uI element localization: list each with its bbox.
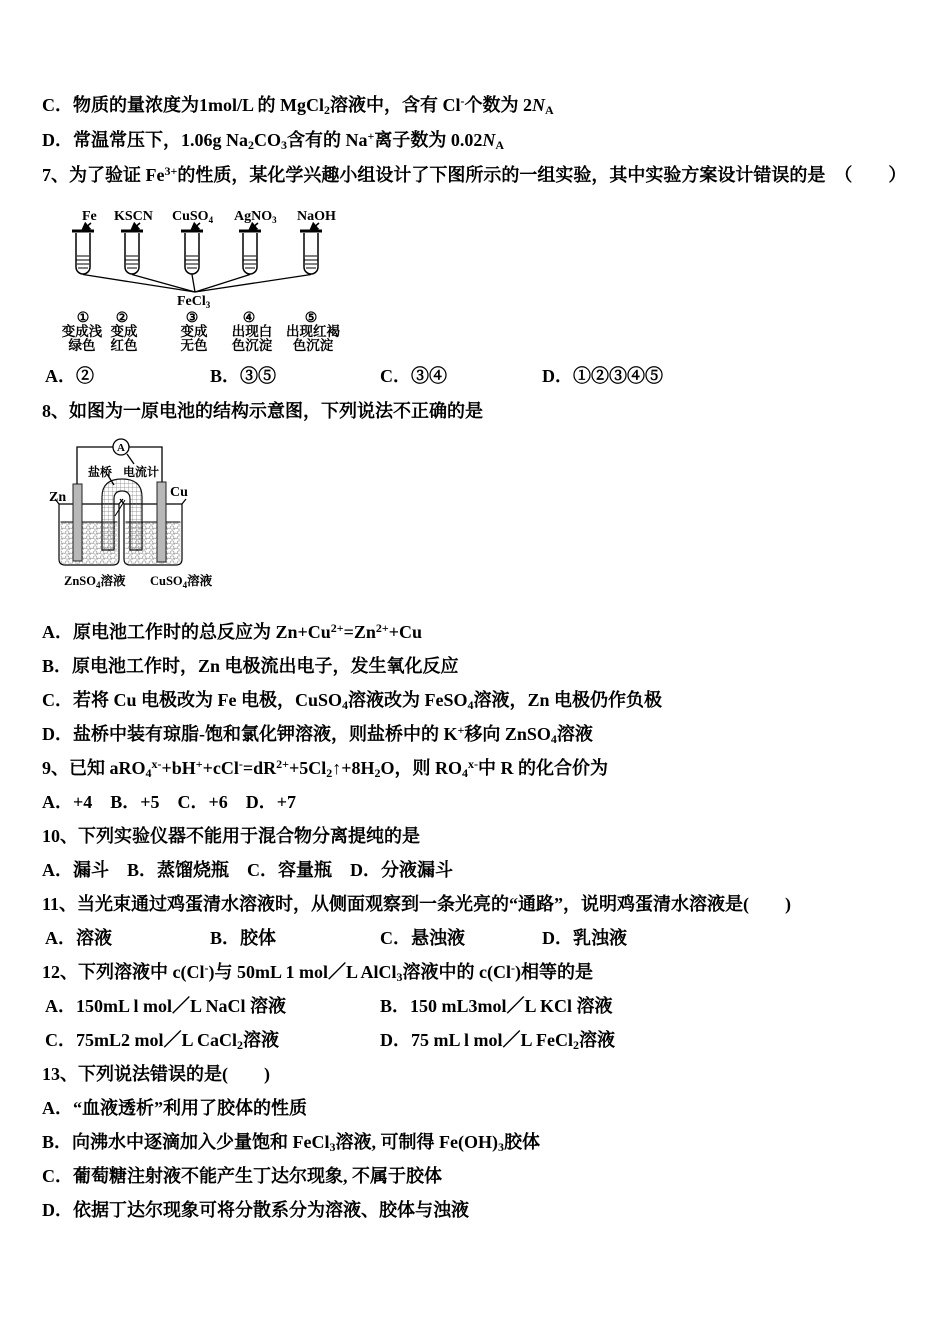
result-descriptions	[62, 323, 341, 353]
text-block-top	[42, 88, 922, 193]
q10-stem: 10、下列实验仪器不能用于混合物分离提纯的是	[42, 826, 420, 846]
tube-diagram-svg	[50, 201, 350, 353]
q7-option-c: C．③④	[380, 366, 447, 386]
q7-option-a: A．②	[45, 366, 94, 386]
q13-option-a: A．“血液透析”利用了胶体的性质	[42, 1098, 307, 1118]
reagent-arrow-icons	[82, 223, 319, 231]
q12-options-row-ab	[42, 989, 922, 1023]
reagent-label-cuso4: CuSO$_4$	[172, 209, 214, 225]
result-num-4: ④	[242, 311, 256, 326]
result-text-1b: 绿色	[68, 338, 96, 353]
znso4-solution-label: ZnSO$_4$溶液	[64, 574, 126, 590]
cuso4-solution-label: CuSO$_4$溶液	[150, 574, 213, 590]
test-tube-3	[181, 231, 203, 292]
test-tubes	[72, 231, 322, 292]
q12-option-b: B．150 mL3mol／L KCl 溶液	[380, 996, 613, 1016]
ammeter-symbol: A	[117, 442, 125, 454]
test-tube-4	[195, 231, 261, 292]
reagent-label-agno3: AgNO$_3$	[234, 209, 277, 225]
q11-stem: 11、当光束通过鸡蛋清水溶液时，从侧面观察到一条光亮的“通路”，说明鸡蛋清水溶液是( )	[42, 894, 791, 914]
test-tube-5	[195, 231, 322, 292]
cu-label: Cu	[170, 485, 188, 500]
reagent-label-fe: Fe	[82, 209, 97, 224]
result-text-5a: 出现红褐	[286, 324, 340, 339]
ammeter-label: 电流计	[123, 465, 160, 479]
result-text-1a: 变成浅	[61, 324, 103, 339]
result-num-5: ⑤	[304, 311, 318, 326]
q7-stem: 7、为了验证 $Fe^{3+}$的性质，某化学兴趣小组设计了下图所示的一组实验，其中实验方案设计错误的是 （ ）	[42, 164, 907, 185]
q13-stem: 13、下列说法错误的是( )	[42, 1064, 270, 1084]
salt-bridge-label: 盐桥	[88, 465, 113, 479]
text-block-middle	[42, 359, 922, 429]
result-text-2a: 变成	[110, 324, 138, 339]
result-text-2b: 红色	[110, 338, 138, 353]
result-text-4a: 出现白	[231, 324, 273, 339]
result-num-2: ②	[115, 311, 129, 326]
q13-option-b: B．向沸水中逐滴加入少量饱和 FeCl$_3$溶液, 可制得 $Fe(OH)_3$胶体	[42, 1132, 540, 1154]
q11-option-d: D．乳浊液	[542, 928, 627, 948]
q12-option-a: A．150mL l mol／L NaCl 溶液	[45, 996, 287, 1016]
result-text-4b: 色沉淀	[231, 338, 273, 353]
result-num-1: ①	[76, 311, 90, 326]
cu-electrode	[157, 482, 166, 562]
result-num-3: ③	[185, 311, 199, 326]
q13-option-c: C．葡萄糖注射液不能产生丁达尔现象, 不属于胶体	[42, 1166, 442, 1186]
q12-option-c: C．75mL2 mol／L CaCl$_2$溶液	[45, 1030, 280, 1052]
q12-options-row-cd	[42, 1023, 922, 1057]
q11-option-a: A．溶液	[45, 928, 112, 948]
q8-stem: 8、如图为一原电池的结构示意图，下列说法不正确的是	[42, 401, 483, 421]
q12-option-d: D．75 mL l mol／L FeCl$_2$溶液	[380, 1030, 615, 1052]
result-text-3b: 无色	[180, 338, 208, 353]
q6-option-c: C．物质的量浓度为1mol/L 的 MgCl$_2$溶液中，含有 Cl-个数为 $2N_A$	[42, 94, 554, 117]
cell-diagram-svg	[44, 435, 284, 595]
salt-bridge	[102, 479, 142, 550]
reagent-label-kscn: KSCN	[114, 209, 153, 224]
zn-label: Zn	[49, 490, 67, 505]
text-block-bottom	[42, 615, 922, 1227]
q7-option-b: B．③⑤	[210, 366, 277, 386]
q8-option-c: C．若将 Cu 电极改为 Fe 电极，CuSO$_4$溶液改为 FeSO$_4$溶液，Zn 电极仍作负极	[42, 690, 663, 712]
reagent-label-naoh: NaOH	[297, 209, 336, 224]
q13-option-d: D．依据丁达尔现象可将分散系分为溶液、胶体与浊液	[42, 1200, 469, 1220]
q12-stem: 12、下列溶液中 c(Cl-)与 50mL 1 mol／L AlCl$_3$溶液中的 c(Cl-)相等的是	[42, 961, 593, 984]
ferric-ion-experiment-diagram	[50, 201, 350, 353]
q7-option-d: D．①②③④⑤	[542, 366, 663, 386]
q8-option-a: A．原电池工作时的总反应为 $Zn+Cu^{2+}=Zn^{2+}+Cu$	[42, 621, 423, 642]
zn-electrode	[73, 484, 82, 561]
q10-options-row: A．漏斗 B．蒸馏烧瓶 C．容量瓶 D．分液漏斗	[42, 860, 454, 880]
q9-stem: 9、已知 $aRO_4^{x-}+bH^++cCl^-=dR^{2+}+5Cl_2↑+8H_2O$，则 $RO_4^{x-}$中 R 的化合价为	[42, 757, 609, 780]
q11-option-b: B．胶体	[210, 928, 277, 948]
q8-option-d: D．盐桥中装有琼脂-饱和氯化钾溶液，则盐桥中的 K+移向 ZnSO$_4$溶液	[42, 723, 593, 746]
q9-options-row: A．+4 B．+5 C．+6 D．+7	[42, 792, 297, 812]
q7-options-row	[42, 359, 922, 394]
test-tube-1	[72, 231, 195, 292]
galvanic-cell-diagram	[44, 435, 284, 595]
test-tube-2	[121, 231, 195, 292]
result-text-5b: 色沉淀	[292, 338, 334, 353]
q11-option-c: C．悬浊液	[380, 928, 465, 948]
q8-option-b: B．原电池工作时，Zn 电极流出电子，发生氧化反应	[42, 656, 459, 676]
source-label-fecl3: FeCl$_3$	[177, 294, 211, 310]
q6-option-d: D．常温常压下，1.06g $Na_2CO_3$含有的 Na+离子数为 $0.02N_A$	[42, 129, 505, 152]
q11-options-row	[42, 921, 922, 955]
result-text-3a: 变成	[180, 324, 208, 339]
